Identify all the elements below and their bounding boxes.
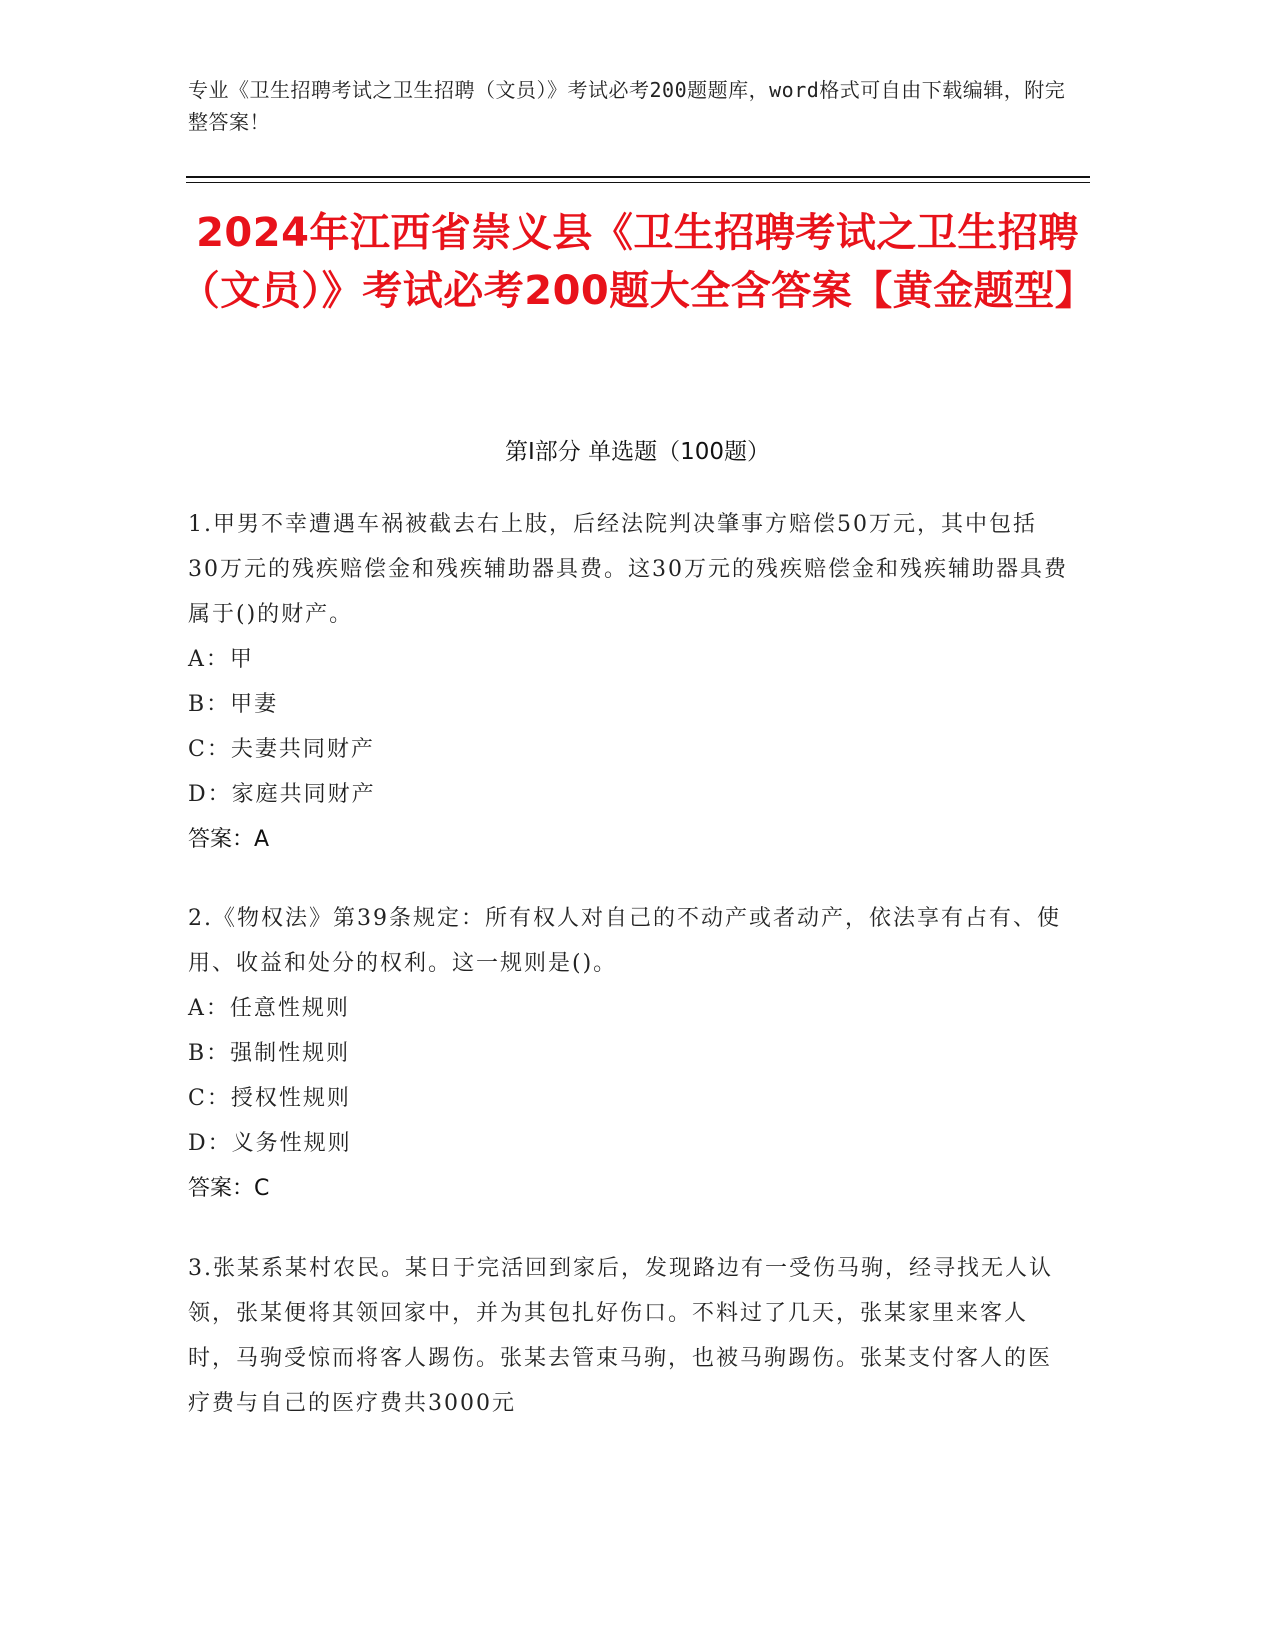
option-b: B：甲妻 — [188, 692, 279, 717]
section-heading: 第Ⅰ部分 单选题（100题） — [505, 439, 770, 465]
header-divider-thick — [186, 176, 1090, 178]
option-a: A：任意性规则 — [188, 996, 350, 1021]
question-1 — [188, 502, 1068, 862]
option-a: A：甲 — [188, 647, 254, 672]
answer: 答案：A — [188, 827, 270, 852]
header-note: 专业《卫生招聘考试之卫生招聘（文员）》考试必考200题题库，word格式可自由下载编辑，附完整答案！ — [188, 78, 1066, 134]
option-b: B：强制性规则 — [188, 1041, 351, 1066]
document-title: 2024年江西省崇义县《卫生招聘考试之卫生招聘（文员）》考试必考200题大全含答案【黄金题型】 — [179, 210, 1096, 314]
question-stem: 3.张某系某村农民。某日于完活回到家后，发现路边有一受伤马驹，经寻找无人认领，张某便将其领回家中，并为其包扎好伤口。不料过了几天，张某家里来客人时，马驹受惊而将客人踢伤。张某去管束马驹，也被马驹踢伤。张某支付客人的医疗费与自己的医疗费共3000元 — [188, 1256, 1053, 1416]
option-d: D：家庭共同财产 — [188, 782, 376, 807]
option-c: C：授权性规则 — [188, 1086, 351, 1111]
option-c: C：夫妻共同财产 — [188, 737, 375, 762]
question-2 — [188, 896, 1068, 1211]
question-3 — [188, 1246, 1068, 1426]
question-stem: 1.甲男不幸遭遇车祸被截去右上肢，后经法院判决肇事方赔偿50万元，其中包括30万元的残疾赔偿金和残疾辅助器具费。这30万元的残疾赔偿金和残疾辅助器具费属于()的财产。 — [188, 512, 1068, 627]
option-d: D：义务性规则 — [188, 1131, 352, 1156]
header-divider-thin — [186, 182, 1090, 183]
answer: 答案：C — [188, 1176, 270, 1201]
question-stem: 2.《物权法》第39条规定：所有权人对自己的不动产或者动产，依法享有占有、使用、收益和处分的权利。这一规则是()。 — [188, 906, 1061, 976]
